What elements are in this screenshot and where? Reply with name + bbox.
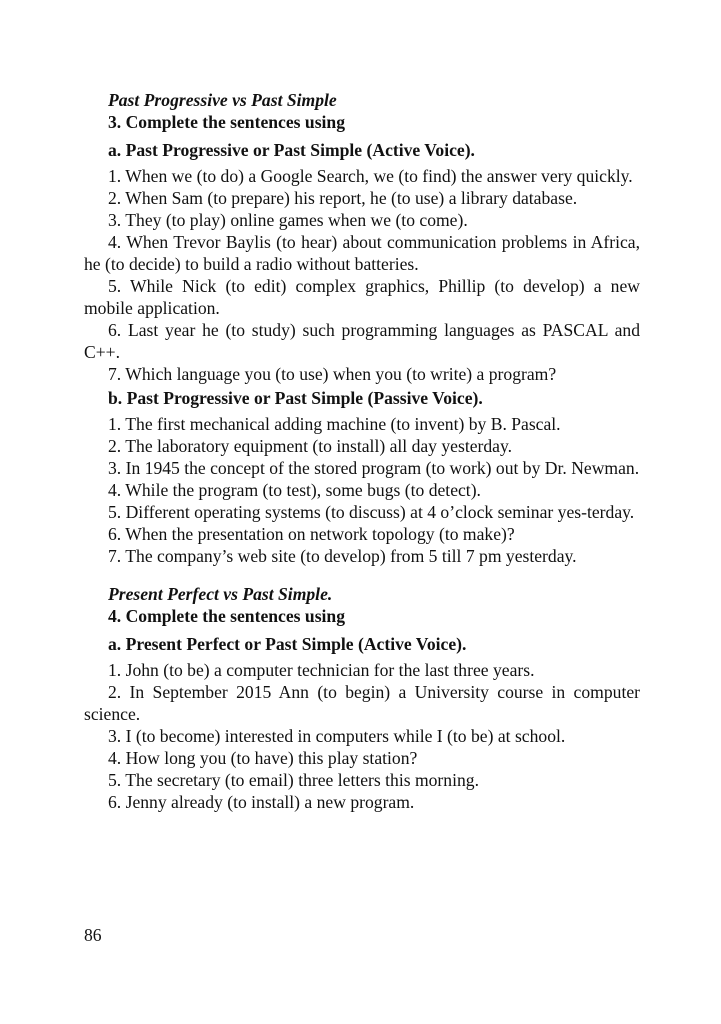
- page-number: 86: [84, 925, 102, 945]
- exercise-item: 4. When Trevor Baylis (to hear) about communication problems in Africa, he (to decide) to build a radio without batteries.: [84, 232, 640, 274]
- exercise-item: 6. Last year he (to study) such programming languages as PASCAL and C++.: [84, 320, 640, 362]
- section-subheading-present-perfect: Present Perfect vs Past Simple.: [108, 584, 333, 604]
- part-a-title: a. Present Perfect or Past Simple (Active Voice).: [108, 634, 467, 654]
- exercise-item: 2. The laboratory equipment (to install) all day yesterday.: [108, 436, 513, 456]
- exercise-item: 4. How long you (to have) this play station?: [108, 748, 418, 768]
- exercise-item: 7. The company’s web site (to develop) from 5 till 7 pm yesterday.: [108, 546, 577, 566]
- task-3-title: 3. Complete the sentences using: [108, 112, 346, 132]
- exercise-item: 1. When we (to do) a Google Search, we (to find) the answer very quickly.: [108, 166, 633, 186]
- exercise-item: 5. Different operating systems (to discuss) at 4 o’clock seminar yes-terday.: [108, 502, 635, 522]
- exercise-item: 5. While Nick (to edit) complex graphics, Phillip (to develop) a new mobile application.: [84, 276, 640, 318]
- page-content: [84, 89, 640, 813]
- part-a-title: a. Past Progressive or Past Simple (Active Voice).: [108, 140, 475, 160]
- exercise-item: 2. When Sam (to prepare) his report, he (to use) a library database.: [108, 188, 578, 208]
- exercise-item: 7. Which language you (to use) when you (to write) a program?: [108, 364, 557, 384]
- section-subheading-past-progressive: Past Progressive vs Past Simple: [108, 90, 337, 110]
- exercise-item: 6. When the presentation on network topology (to make)?: [108, 524, 515, 544]
- exercise-item: 2. In September 2015 Ann (to begin) a University course in computer science.: [84, 682, 640, 724]
- exercise-item: 6. Jenny already (to install) a new program.: [108, 792, 415, 812]
- exercise-item: 4. While the program (to test), some bugs (to detect).: [108, 480, 481, 500]
- exercise-item: 1. The first mechanical adding machine (to invent) by B. Pascal.: [108, 414, 561, 434]
- part-b-title: b. Past Progressive or Past Simple (Passive Voice).: [108, 388, 483, 408]
- exercise-item: 3. They (to play) online games when we (to come).: [108, 210, 468, 230]
- exercise-item: 5. The secretary (to email) three letters this morning.: [108, 770, 479, 790]
- task-4-title: 4. Complete the sentences using: [108, 606, 346, 626]
- exercise-item: 1. John (to be) a computer technician for the last three years.: [108, 660, 535, 680]
- exercise-item: 3. In 1945 the concept of the stored program (to work) out by Dr. Newman.: [108, 458, 640, 478]
- exercise-item: 3. I (to become) interested in computers while I (to be) at school.: [108, 726, 566, 746]
